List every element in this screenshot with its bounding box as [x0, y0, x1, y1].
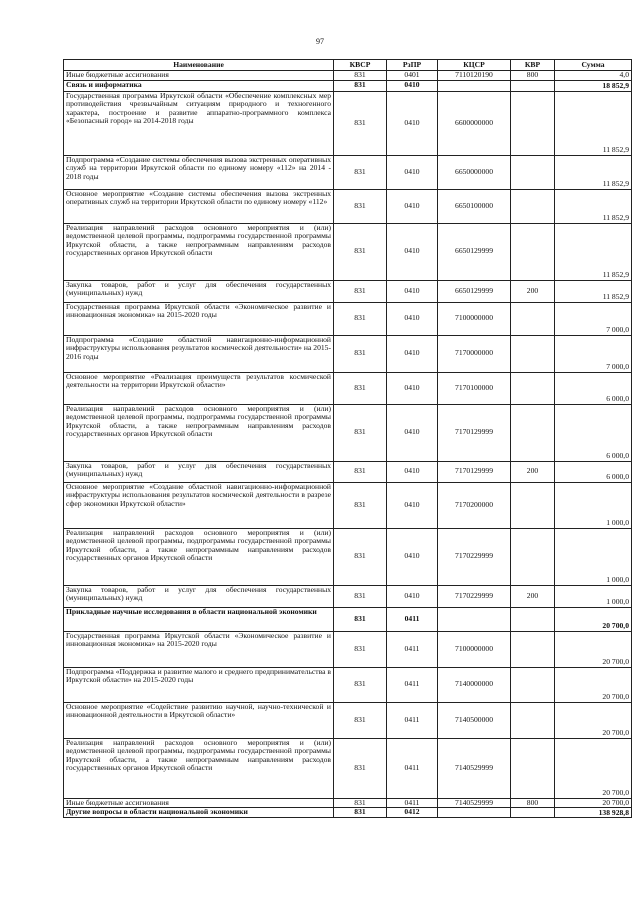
row-sum-cell: 6 000,0	[555, 461, 632, 482]
row-rzpr-cell: 0411	[387, 667, 438, 702]
row-name-cell: Закупка товаров, работ и услуг для обеспечения государственных (муниципальных) нужд	[64, 585, 334, 607]
row-kvsr-cell: 831	[334, 607, 387, 631]
row-rzpr-cell: 0411	[387, 631, 438, 667]
row-kvr-cell	[511, 738, 555, 798]
row-sum-cell: 11 852,9	[555, 189, 632, 223]
row-kcsr-cell: 7140500000	[438, 702, 511, 738]
row-rzpr-cell: 0410	[387, 404, 438, 461]
row-kvsr-cell: 831	[334, 91, 387, 155]
row-kcsr-cell: 7110120190	[438, 71, 511, 81]
table-row	[64, 631, 632, 667]
row-kcsr-cell: 7140529999	[438, 738, 511, 798]
row-kvr-cell	[511, 91, 555, 155]
row-name-cell: Связь и информатика	[64, 80, 334, 91]
row-sum-cell: 1 000,0	[555, 482, 632, 528]
row-sum-cell: 4,0	[555, 71, 632, 81]
table-row	[64, 667, 632, 702]
row-name-cell: Основное мероприятие «Реализация преимуществ результатов космической деятельности на территории Иркутской области»	[64, 372, 334, 404]
row-name-cell: Реализация направлений расходов основного мероприятия и (или) ведомственной целевой программы, подпрограммы государственной программы Иркутской области, а также непрограммным направлениям расходов государственных органов Иркутской области	[64, 528, 334, 585]
row-sum-cell: 1 000,0	[555, 528, 632, 585]
row-rzpr-cell: 0411	[387, 702, 438, 738]
row-rzpr-cell: 0401	[387, 71, 438, 81]
row-rzpr-cell: 0410	[387, 91, 438, 155]
row-kvsr-cell: 831	[334, 80, 387, 91]
table-row	[64, 189, 632, 223]
row-kvr-cell	[511, 667, 555, 702]
row-kcsr-cell: 6650100000	[438, 189, 511, 223]
row-kvsr-cell: 831	[334, 482, 387, 528]
table-row	[64, 585, 632, 607]
row-kcsr-cell: 7140529999	[438, 798, 511, 808]
table-row	[64, 482, 632, 528]
row-kvsr-cell: 831	[334, 189, 387, 223]
row-sum-cell: 20 700,0	[555, 702, 632, 738]
column-header-kvr: КВР	[511, 60, 555, 71]
row-name-cell: Реализация направлений расходов основного мероприятия и (или) ведомственной целевой программы, подпрограммы государственной программы Иркутской области, а также непрограммным направлениям расходов государственных органов Иркутской области	[64, 223, 334, 280]
row-name-cell: Основное мероприятие «Создание областной навигационно-информационной инфраструктуры использования результатов космической деятельности в разрезе сфер экономики Иркутской области»	[64, 482, 334, 528]
row-kvr-cell	[511, 702, 555, 738]
row-kvr-cell	[511, 372, 555, 404]
row-rzpr-cell: 0410	[387, 528, 438, 585]
row-kcsr-cell: 7100000000	[438, 631, 511, 667]
row-kvr-cell	[511, 80, 555, 91]
row-kvr-cell: 800	[511, 798, 555, 808]
row-kcsr-cell: 6650129999	[438, 280, 511, 302]
column-header-rzpr: РзПР	[387, 60, 438, 71]
page-number: 97	[316, 37, 324, 46]
row-kvsr-cell: 831	[334, 461, 387, 482]
row-kcsr-cell: 7100000000	[438, 302, 511, 335]
row-kvsr-cell: 831	[334, 585, 387, 607]
row-kvsr-cell: 831	[334, 667, 387, 702]
row-sum-cell: 6 000,0	[555, 404, 632, 461]
row-kvsr-cell: 831	[334, 631, 387, 667]
row-kvr-cell	[511, 302, 555, 335]
table-row	[64, 223, 632, 280]
row-rzpr-cell: 0410	[387, 461, 438, 482]
row-kvsr-cell: 831	[334, 280, 387, 302]
row-name-cell: Основное мероприятие «Создание системы обеспечения вызова экстренных оперативных служб на территории Иркутской области по единому номеру «112»	[64, 189, 334, 223]
row-rzpr-cell: 0410	[387, 335, 438, 372]
row-kcsr-cell: 7170000000	[438, 335, 511, 372]
row-kvr-cell	[511, 223, 555, 280]
row-kcsr-cell: 6650000000	[438, 155, 511, 189]
row-kcsr-cell: 7170129999	[438, 404, 511, 461]
row-kvr-cell	[511, 528, 555, 585]
column-header-name: Наименование	[64, 60, 334, 71]
row-name-cell: Реализация направлений расходов основного мероприятия и (или) ведомственной целевой программы, подпрограммы государственной программы Иркутской области, а также непрограммным направлениям расходов государственных органов Иркутской области	[64, 404, 334, 461]
row-kcsr-cell: 7170200000	[438, 482, 511, 528]
table-row	[64, 335, 632, 372]
row-kvr-cell: 200	[511, 585, 555, 607]
row-sum-cell: 20 700,0	[555, 738, 632, 798]
row-kvsr-cell: 831	[334, 404, 387, 461]
row-sum-cell: 138 928,8	[555, 808, 632, 818]
row-kcsr-cell	[438, 80, 511, 91]
row-name-cell: Подпрограмма «Создание областной навигационно-информационной инфраструктуры использования результатов космической деятельности» на 2015-2016 годы	[64, 335, 334, 372]
table-row	[64, 280, 632, 302]
row-name-cell: Прикладные научные исследования в области национальной экономики	[64, 607, 334, 631]
table-header-row	[64, 60, 632, 71]
row-kcsr-cell: 7170129999	[438, 461, 511, 482]
row-kvr-cell: 800	[511, 71, 555, 81]
row-sum-cell: 1 000,0	[555, 585, 632, 607]
table-row	[64, 404, 632, 461]
table-row	[64, 461, 632, 482]
row-kcsr-cell	[438, 808, 511, 818]
row-kvsr-cell: 831	[334, 302, 387, 335]
row-kvsr-cell: 831	[334, 71, 387, 81]
row-rzpr-cell: 0410	[387, 189, 438, 223]
table-row	[64, 528, 632, 585]
row-rzpr-cell: 0410	[387, 280, 438, 302]
row-kvsr-cell: 831	[334, 702, 387, 738]
row-name-cell: Иные бюджетные ассигнования	[64, 798, 334, 808]
column-header-sum: Сумма	[555, 60, 632, 71]
row-sum-cell: 11 852,9	[555, 91, 632, 155]
row-sum-cell: 11 852,9	[555, 223, 632, 280]
row-name-cell: Реализация направлений расходов основного мероприятия и (или) ведомственной целевой программы, подпрограммы государственной программы Иркутской области, а также непрограммным направлениям расходов государственных органов Иркутской области	[64, 738, 334, 798]
row-kvsr-cell: 831	[334, 372, 387, 404]
row-rzpr-cell: 0410	[387, 302, 438, 335]
row-sum-cell: 11 852,9	[555, 155, 632, 189]
row-rzpr-cell: 0411	[387, 607, 438, 631]
row-kvsr-cell: 831	[334, 528, 387, 585]
row-kvr-cell	[511, 482, 555, 528]
row-kvr-cell	[511, 631, 555, 667]
column-header-kcsr: КЦСР	[438, 60, 511, 71]
row-kvr-cell	[511, 808, 555, 818]
row-name-cell: Закупка товаров, работ и услуг для обеспечения государственных (муниципальных) нужд	[64, 280, 334, 302]
column-header-kvsr: КВСР	[334, 60, 387, 71]
table-row	[64, 372, 632, 404]
row-name-cell: Государственная программа Иркутской области «Экономическое развитие и инновационная экономика» на 2015-2020 годы	[64, 302, 334, 335]
row-kcsr-cell: 7170229999	[438, 528, 511, 585]
row-rzpr-cell: 0411	[387, 798, 438, 808]
row-rzpr-cell: 0410	[387, 223, 438, 280]
row-kvr-cell	[511, 335, 555, 372]
row-kvsr-cell: 831	[334, 808, 387, 818]
row-name-cell: Подпрограмма «Создание системы обеспечения вызова экстренных оперативных служб на территории Иркутской области по единому номеру «112» на 2014 - 2018 годы	[64, 155, 334, 189]
table-row	[64, 738, 632, 798]
row-sum-cell: 7 000,0	[555, 335, 632, 372]
row-rzpr-cell: 0410	[387, 482, 438, 528]
row-kvr-cell	[511, 189, 555, 223]
row-sum-cell: 20 700,0	[555, 607, 632, 631]
table-row	[64, 91, 632, 155]
row-sum-cell: 7 000,0	[555, 302, 632, 335]
table-row	[64, 702, 632, 738]
row-name-cell: Иные бюджетные ассигнования	[64, 71, 334, 81]
row-sum-cell: 20 700,0	[555, 798, 632, 808]
row-name-cell: Основное мероприятие «Содействие развитию научной, научно-технической и инновационной деятельности в Иркутской области»	[64, 702, 334, 738]
row-rzpr-cell: 0410	[387, 80, 438, 91]
table-row	[64, 155, 632, 189]
table-row	[64, 302, 632, 335]
row-kcsr-cell: 7170100000	[438, 372, 511, 404]
row-kvr-cell: 200	[511, 461, 555, 482]
row-kvr-cell	[511, 155, 555, 189]
table-row	[64, 607, 632, 631]
row-kcsr-cell: 6650129999	[438, 223, 511, 280]
row-rzpr-cell: 0410	[387, 585, 438, 607]
row-name-cell: Подпрограмма «Поддержка и развитие малого и среднего предпринимательства в Иркутской области» на 2015-2020 годы	[64, 667, 334, 702]
row-kvr-cell	[511, 404, 555, 461]
row-kvsr-cell: 831	[334, 155, 387, 189]
row-sum-cell: 20 700,0	[555, 631, 632, 667]
row-kcsr-cell: 6600000000	[438, 91, 511, 155]
budget-table	[63, 59, 632, 818]
row-sum-cell: 6 000,0	[555, 372, 632, 404]
row-kvsr-cell: 831	[334, 223, 387, 280]
table-row	[64, 808, 632, 818]
row-kcsr-cell: 7140000000	[438, 667, 511, 702]
row-name-cell: Государственная программа Иркутской области «Обеспечение комплексных мер противодействия чрезвычайным ситуациям природного и техногенного характера, построение и развитие аппаратно-программного комплекса «Безопасный город» на 2014-2018 годы	[64, 91, 334, 155]
row-kvsr-cell: 831	[334, 738, 387, 798]
row-rzpr-cell: 0410	[387, 155, 438, 189]
row-rzpr-cell: 0410	[387, 372, 438, 404]
row-name-cell: Другие вопросы в области национальной экономики	[64, 808, 334, 818]
table-row	[64, 80, 632, 91]
row-rzpr-cell: 0411	[387, 738, 438, 798]
row-sum-cell: 11 852,9	[555, 280, 632, 302]
row-kcsr-cell: 7170229999	[438, 585, 511, 607]
row-kvsr-cell: 831	[334, 335, 387, 372]
table-row	[64, 71, 632, 81]
row-sum-cell: 20 700,0	[555, 667, 632, 702]
table-body	[64, 71, 632, 818]
row-kvr-cell: 200	[511, 280, 555, 302]
row-kvsr-cell: 831	[334, 798, 387, 808]
row-kvr-cell	[511, 607, 555, 631]
row-kcsr-cell	[438, 607, 511, 631]
row-name-cell: Государственная программа Иркутской области «Экономическое развитие и инновационная экономика» на 2015-2020 годы	[64, 631, 334, 667]
row-name-cell: Закупка товаров, работ и услуг для обеспечения государственных (муниципальных) нужд	[64, 461, 334, 482]
row-rzpr-cell: 0412	[387, 808, 438, 818]
row-sum-cell: 18 852,9	[555, 80, 632, 91]
